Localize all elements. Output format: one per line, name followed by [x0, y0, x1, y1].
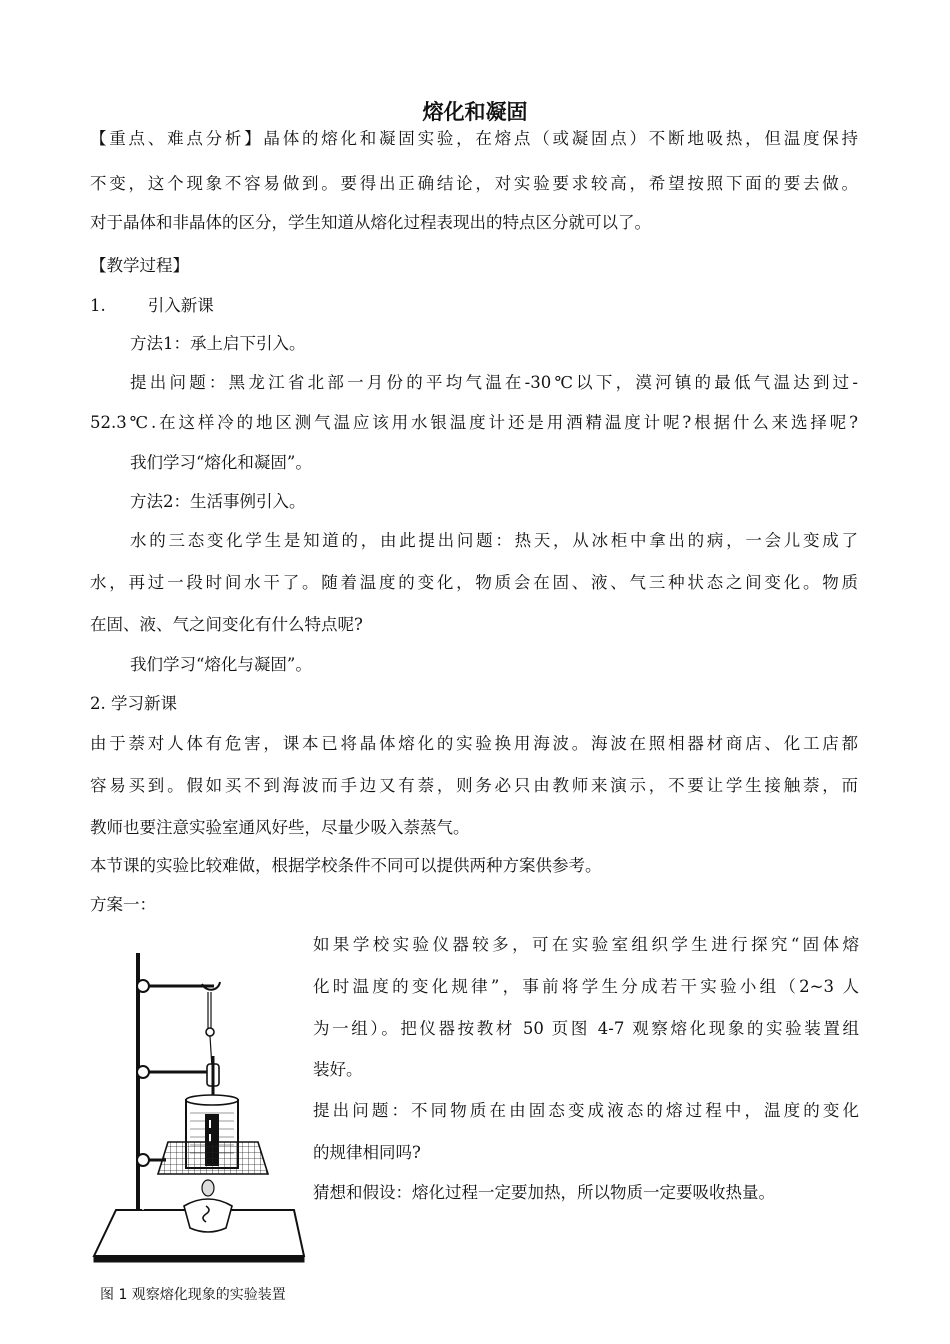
middle-clamp: [137, 1066, 149, 1078]
plan1-line-4: 装好。: [313, 1060, 363, 1079]
question-line-1: 提出问题：黑龙江省北部一月份的平均气温在-30℃以下，漠河镇的最低气温达到过-: [130, 373, 858, 392]
states-line-1: 水的三态变化学生是知道的，由此提出问题：热天，从冰柜中拿出的病，一会儿变成了: [130, 531, 858, 550]
process-heading: 【教学过程】: [90, 256, 189, 275]
para1-line-2: 容易买到。假如买不到海波而手边又有萘，则务必只由教师来演示，不要让学生接触萘，而: [90, 776, 858, 795]
learn-line-1: 我们学习“熔化和凝固”。: [130, 453, 312, 472]
intro-line-2: 不变，这个现象不容易做到。要得出正确结论，对实验要求较高，希望按照下面的要去做。: [90, 174, 858, 193]
plan1-line-3: 为一组）。把仪器按教材 50 页图 4-7 观察熔化现象的实验装置组: [313, 1019, 859, 1038]
question-line-2: 52.3℃.在这样冷的地区测气温应该用水银温度计还是用酒精温度计呢?根据什么来选择呢?: [90, 413, 858, 432]
intro-line-3: 对于晶体和非晶体的区分，学生知道从熔化过程表现出的特点区分就可以了。: [90, 213, 651, 232]
experiment-apparatus-figure: [86, 948, 316, 1288]
ring-clamp: [137, 1154, 149, 1166]
section1-heading: [90, 295, 214, 317]
section2-heading: 2. 学习新课: [90, 694, 177, 713]
problem-line-1: 提出问题：不同物质在由固态变成液态的熔过程中，温度的变化: [313, 1101, 859, 1120]
flame: [202, 1180, 214, 1196]
figure-caption: 图 1 观察熔化现象的实验装置: [100, 1287, 286, 1303]
alcohol-lamp: [184, 1199, 232, 1232]
page-title: 熔化和凝固: [422, 100, 528, 124]
para2: 本节课的实验比较难做，根据学校条件不同可以提供两种方案供参考。: [90, 856, 602, 875]
guess-line: 猜想和假设：熔化过程一定要加热，所以物质一定要吸收热量。: [313, 1183, 775, 1202]
plan1-label: 方案一：: [90, 895, 156, 914]
para1-line-3: 教师也要注意实验室通风好些，尽量少吸入萘蒸气。: [90, 818, 470, 837]
section1-title: 引入新课: [147, 296, 214, 315]
intro-line-1: 【重点、难点分析】晶体的熔化和凝固实验，在熔点（或凝固点）不断地吸热，但温度保持: [90, 129, 858, 148]
method1: 方法1：承上启下引入。: [130, 334, 306, 353]
plan1-line-2: 化时温度的变化规律”，事前将学生分成若干实验小组（2~3 人: [313, 977, 859, 996]
plan1-line-1: 如果学校实验仪器较多，可在实验室组织学生进行探究“固体熔: [313, 935, 859, 954]
section1-number: 1.: [90, 296, 106, 315]
learn-line-2: 我们学习“熔化与凝固”。: [130, 655, 312, 674]
para1-line-1: 由于萘对人体有危害，课本已将晶体熔化的实验换用海波。海波在照相器材商店、化工店都: [90, 734, 858, 753]
problem-line-2: 的规律相同吗?: [313, 1143, 421, 1162]
upper-clamp: [137, 980, 149, 992]
states-line-3: 在固、液、气之间变化有什么特点呢?: [90, 615, 363, 634]
method2: 方法2：生活事例引入。: [130, 492, 306, 511]
wire-gauze: [158, 1142, 268, 1174]
states-line-2: 水，再过一段时间水干了。随着温度的变化，物质会在固、液、气三种状态之间变化。物质: [90, 573, 858, 592]
